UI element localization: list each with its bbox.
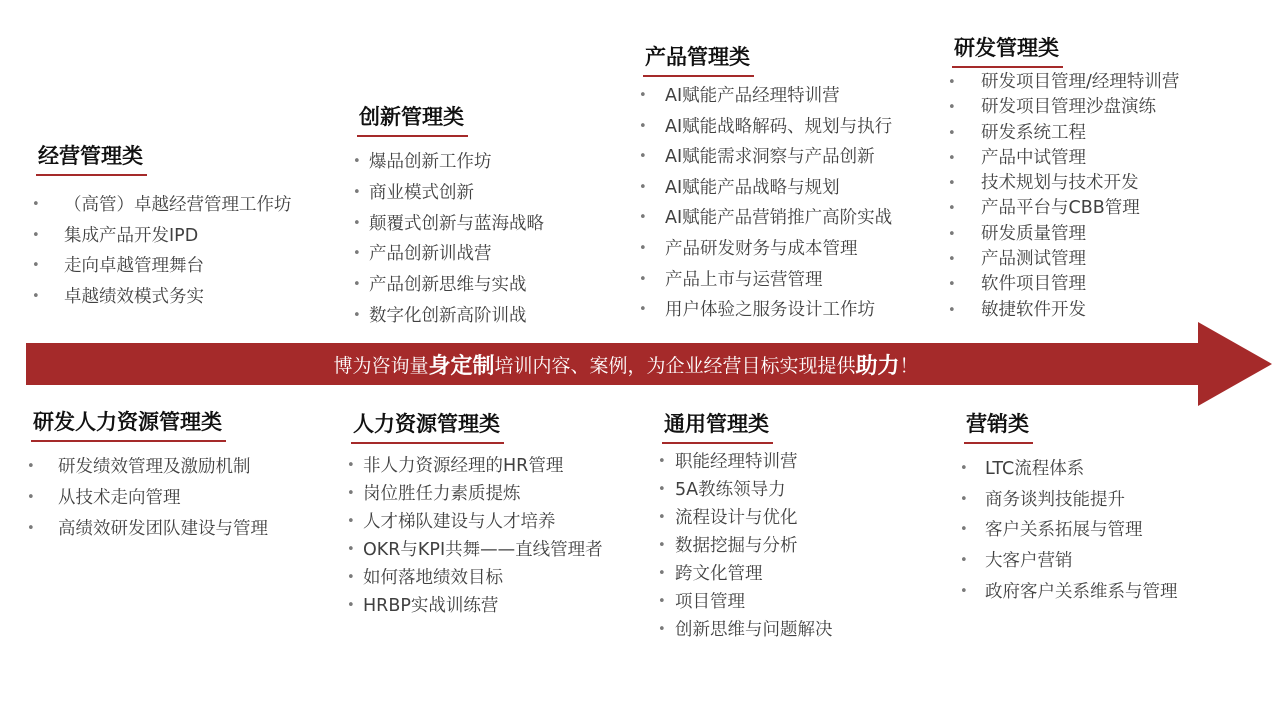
item-list — [952, 70, 1179, 323]
list-item: • 产品上市与运营管理 — [643, 265, 892, 296]
list-item: • HRBP实战训练营 — [351, 592, 603, 620]
item-list — [31, 452, 268, 544]
list-item: • 商业模式创新 — [357, 178, 544, 209]
category-title: 经营管理类 — [36, 142, 147, 176]
banner-text — [26, 322, 1226, 406]
banner-part-3: ！ — [899, 354, 919, 377]
category-title: 人力资源管理类 — [351, 410, 504, 444]
item-list — [357, 147, 544, 332]
list-item: • 产品创新训战营 — [357, 239, 544, 270]
category-title: 研发人力资源管理类 — [31, 408, 226, 442]
list-item: • 卓越绩效模式务实 — [36, 282, 292, 313]
item-list — [643, 81, 892, 326]
category-title: 研发管理类 — [952, 34, 1063, 68]
category-yanfa — [952, 34, 1179, 323]
list-item: • 高绩效研发团队建设与管理 — [31, 514, 268, 545]
list-item: • AI赋能产品战略与规划 — [643, 173, 892, 204]
list-item: • AI赋能产品营销推广高阶实战 — [643, 203, 892, 234]
list-item: • 集成产品开发IPD — [36, 221, 292, 252]
category-chanpin — [643, 43, 892, 326]
list-item: • AI赋能战略解码、规划与执行 — [643, 112, 892, 143]
list-item: • （高管）卓越经营管理工作坊 — [36, 190, 292, 221]
list-item: • 数字化创新高阶训战 — [357, 301, 544, 332]
banner-emphasis-2: 助力 — [855, 353, 900, 379]
category-yingxiao — [964, 410, 1178, 608]
list-item: • 研发系统工程 — [952, 121, 1179, 146]
banner-arrow — [26, 322, 1272, 406]
list-item: • LTC流程体系 — [964, 454, 1178, 485]
list-item: • 产品研发财务与成本管理 — [643, 234, 892, 265]
list-item: • 项目管理 — [662, 588, 833, 616]
list-item: • 颠覆式创新与蓝海战略 — [357, 209, 544, 240]
list-item: • AI赋能需求洞察与产品创新 — [643, 142, 892, 173]
list-item: • 岗位胜任力素质提炼 — [351, 480, 603, 508]
category-title: 创新管理类 — [357, 103, 468, 137]
list-item: • 职能经理特训营 — [662, 448, 833, 476]
category-title: 营销类 — [964, 410, 1033, 444]
list-item: • AI赋能产品经理特训营 — [643, 81, 892, 112]
list-item: • 技术规划与技术开发 — [952, 171, 1179, 196]
category-chuangxin — [357, 103, 544, 332]
list-item: • 研发项目管理沙盘演练 — [952, 95, 1179, 120]
category-jingying — [36, 142, 292, 312]
category-tongyong — [662, 410, 833, 644]
list-item: • 创新思维与问题解决 — [662, 616, 833, 644]
list-item: • 研发项目管理/经理特训营 — [952, 70, 1179, 95]
list-item: • 产品创新思维与实战 — [357, 270, 544, 301]
list-item: • 研发绩效管理及激励机制 — [31, 452, 268, 483]
banner-part-2: 培训内容、案例，为企业经营目标实现提供 — [494, 354, 856, 377]
banner-part-1: 博为咨询量 — [333, 354, 429, 377]
list-item: • 客户关系拓展与管理 — [964, 515, 1178, 546]
list-item: • 跨文化管理 — [662, 560, 833, 588]
item-list — [351, 452, 603, 620]
list-item: • 研发质量管理 — [952, 222, 1179, 247]
list-item: • 产品中试管理 — [952, 146, 1179, 171]
item-list — [36, 190, 292, 312]
item-list — [964, 454, 1178, 608]
list-item: • OKR与KPI共舞——直线管理者 — [351, 536, 603, 564]
list-item: • 政府客户关系维系与管理 — [964, 577, 1178, 608]
list-item: • 非人力资源经理的HR管理 — [351, 452, 603, 480]
list-item: • 软件项目管理 — [952, 272, 1179, 297]
list-item: • 数据挖掘与分析 — [662, 532, 833, 560]
category-title: 通用管理类 — [662, 410, 773, 444]
item-list — [662, 448, 833, 644]
list-item: • 5A教练领导力 — [662, 476, 833, 504]
list-item: • 敏捷软件开发 — [952, 298, 1179, 323]
list-item: • 大客户营销 — [964, 546, 1178, 577]
list-item: • 用户体验之服务设计工作坊 — [643, 295, 892, 326]
list-item: • 产品平台与CBB管理 — [952, 196, 1179, 221]
category-yanfa-hr — [31, 408, 268, 544]
list-item: • 人才梯队建设与人才培养 — [351, 508, 603, 536]
list-item: • 爆品创新工作坊 — [357, 147, 544, 178]
list-item: • 商务谈判技能提升 — [964, 485, 1178, 516]
category-hr — [351, 410, 603, 620]
banner-emphasis-1: 身定制 — [428, 353, 495, 379]
list-item: • 如何落地绩效目标 — [351, 564, 603, 592]
category-title: 产品管理类 — [643, 43, 754, 77]
list-item: • 流程设计与优化 — [662, 504, 833, 532]
list-item: • 产品测试管理 — [952, 247, 1179, 272]
list-item: • 从技术走向管理 — [31, 483, 268, 514]
list-item: • 走向卓越管理舞台 — [36, 251, 292, 282]
